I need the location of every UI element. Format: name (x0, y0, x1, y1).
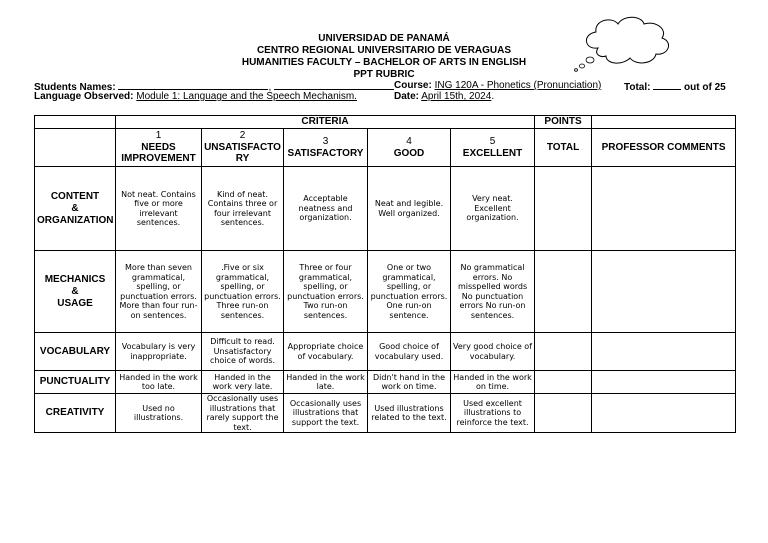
blank-header (592, 116, 736, 129)
blank-level-cell (35, 129, 116, 167)
descriptor-cell: .Five or six grammatical, spelling, or punctuation errors. Three run-on sentences. (202, 251, 284, 333)
rubric-table (34, 115, 736, 433)
descriptor-cell: Used illustrations related to the text. (368, 394, 451, 433)
students-names-field[interactable] (118, 80, 268, 90)
total-header: TOTAL (535, 129, 592, 167)
professor-comments-cell[interactable] (592, 371, 736, 394)
professor-comments-cell[interactable] (592, 167, 736, 251)
descriptor-cell: No grammatical errors. No misspelled words No punctuation errors No run-on sentences. (451, 251, 535, 333)
descriptor-cell: Three or four grammatical, spelling, or punctuation errors. Two run-on sentences. (284, 251, 368, 333)
level-2: 2 UNSATISFACTO RY (202, 129, 284, 167)
table-row (35, 251, 736, 333)
category-punctuality: PUNCTUALITY (35, 371, 116, 394)
points-total-cell[interactable] (535, 394, 592, 433)
students-names-field-2[interactable] (274, 80, 394, 90)
level-4: 4 GOOD (368, 129, 451, 167)
language-label: Language Observed: (34, 91, 134, 102)
criteria-header: CRITERIA (116, 116, 535, 129)
points-total-cell[interactable] (535, 167, 592, 251)
points-total-cell[interactable] (535, 371, 592, 394)
levels-row (35, 129, 736, 167)
total-label: Total: (624, 82, 651, 93)
descriptor-cell: Used no illustrations. (116, 394, 202, 433)
descriptor-cell: Acceptable neatness and organization. (284, 167, 368, 251)
rubric-title: PPT RUBRIC (353, 69, 415, 80)
category-mechanics-usage: MECHANICS & USAGE (35, 251, 116, 333)
thought-cloud-icon (570, 10, 680, 72)
descriptor-cell: Very neat. Excellent organization. (451, 167, 535, 251)
language-line (34, 91, 357, 103)
total-line (624, 80, 726, 94)
descriptor-cell: One or two grammatical, spelling, or punctuation errors. One run-on sentence. (368, 251, 451, 333)
level-5: 5 EXCELLENT (451, 129, 535, 167)
date-period: . (491, 91, 495, 102)
descriptor-cell: Very good choice of vocabulary. (451, 333, 535, 371)
descriptor-cell: Appropriate choice of vocabulary. (284, 333, 368, 371)
points-total-cell[interactable] (535, 251, 592, 333)
category-content-organization: CONTENT & ORGANIZATION (35, 167, 116, 251)
descriptor-cell: Used excellent illustrations to reinforce the text. (451, 394, 535, 433)
descriptor-cell: Difficult to read. Unsatisfactory choice of words. (202, 333, 284, 371)
center-title: CENTRO REGIONAL UNIVERSITARIO DE VERAGUAS (256, 45, 512, 56)
course-value: ING 120A - Phonetics (Pronunciation) (434, 80, 602, 91)
points-header: POINTS (535, 116, 592, 129)
total-field[interactable] (653, 80, 681, 90)
table-row (35, 167, 736, 251)
comma: , (268, 82, 272, 93)
comments-header: PROFESSOR COMMENTS (592, 129, 736, 167)
faculty-title: HUMANITIES FACULTY – BACHELOR OF ARTS IN ENGLISH (241, 57, 527, 68)
professor-comments-cell[interactable] (592, 333, 736, 371)
category-creativity: CREATIVITY (35, 394, 116, 433)
descriptor-cell: Didn't hand in the work on time. (368, 371, 451, 394)
descriptor-cell: Vocabulary is very inappropriate. (116, 333, 202, 371)
university-title: UNIVERSIDAD DE PANAMÁ (318, 33, 450, 44)
descriptor-cell: Not neat. Contains five or more irrelevant sentences. (116, 167, 202, 251)
table-row (35, 371, 736, 394)
descriptor-cell: Occasionally uses illustrations that support the text. (284, 394, 368, 433)
students-names-label: Students Names: (34, 82, 116, 93)
descriptor-cell: Handed in the work late. (284, 371, 368, 394)
category-vocabulary: VOCABULARY (35, 333, 116, 371)
points-total-cell[interactable] (535, 333, 592, 371)
descriptor-cell: Handed in the work on time. (451, 371, 535, 394)
date-value: April 15th, 2024 (421, 91, 492, 102)
table-row (35, 333, 736, 371)
professor-comments-cell[interactable] (592, 251, 736, 333)
professor-comments-cell[interactable] (592, 394, 736, 433)
date-label: Date: (394, 91, 420, 102)
descriptor-cell: Handed in the work too late. (116, 371, 202, 394)
corner-cell (35, 116, 116, 129)
descriptor-cell: More than seven grammatical, spelling, or punctuation errors. More than four run-on sentences. (116, 251, 202, 333)
table-row (35, 394, 736, 433)
descriptor-cell: Handed in the work very late. (202, 371, 284, 394)
descriptor-cell: Kind of neat. Contains three or four irrelevant sentences. (202, 167, 284, 251)
level-1: 1 NEEDS IMPROVEMENT (116, 129, 202, 167)
language-value: Module 1: Language and the Speech Mechanism. (136, 91, 357, 102)
course-label: Course: (394, 80, 432, 91)
criteria-header-row (35, 116, 736, 129)
date-line (394, 91, 494, 103)
level-3: 3 SATISFACTORY (284, 129, 368, 167)
descriptor-cell: Neat and legible. Well organized. (368, 167, 451, 251)
descriptor-cell: Occasionally uses illustrations that rarely support the text. (202, 394, 284, 433)
total-suffix: out of 25 (684, 82, 726, 93)
descriptor-cell: Good choice of vocabulary used. (368, 333, 451, 371)
